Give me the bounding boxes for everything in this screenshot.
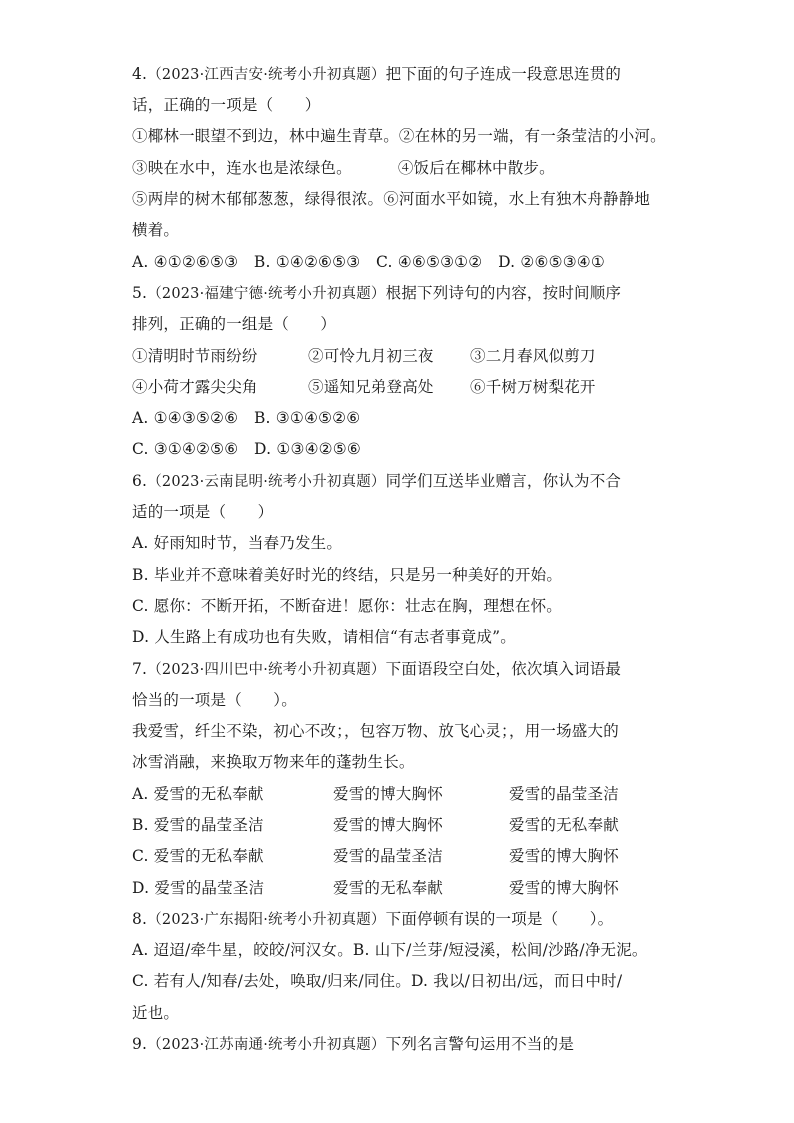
- q7-row-c-col1: C. 爱雪的无私奉献: [132, 847, 264, 865]
- q6-option-b: B. 毕业并不意味着美好时光的终结，只是另一种美好的开始。: [132, 566, 563, 584]
- q7-option-row-a: [132, 784, 619, 804]
- q6-stem-part1: 同学们互送毕业赠言，你认为不合: [385, 472, 622, 490]
- q6-option-c: C. 愿你：不断开拓，不断奋进！愿你：壮志在胸，理想在怀。: [132, 597, 562, 615]
- q4-sentence-4: ④饭后在椰林中散步。: [397, 159, 555, 177]
- q7-row-c-col2: 爱雪的晶莹圣洁: [333, 847, 443, 865]
- q7-option-row-c: [132, 846, 619, 866]
- q5-source: （2023·福建宁德·统考小升初真题）: [147, 286, 386, 302]
- q6-source: （2023·云南昆明·统考小升初真题）: [147, 474, 386, 490]
- q7-passage-line2: 冰雪消融，来换取万物来年的蓬勃生长。: [132, 753, 415, 771]
- q7-stem-line2: 恰当的一项是（ ）。: [132, 691, 297, 709]
- q6-stem-line1: [132, 471, 621, 492]
- q5-option-a: A. ①④③⑤②⑥: [132, 409, 239, 427]
- q8-stem-part1: 下面停顿有误的一项是（ ）。: [385, 910, 614, 928]
- q6-option-d: D. 人生路上有成功也有失败，请相信“有志者事竟成”。: [132, 628, 516, 646]
- q4-source: （2023·江西吉安·统考小升初真题）: [147, 67, 386, 83]
- q7-option-row-d: [132, 878, 619, 898]
- q5-option-d: D. ①③④②⑤⑥: [254, 440, 361, 458]
- q7-row-b-col3: 爱雪的无私奉献: [509, 816, 619, 834]
- q6-option-a: A. 好雨知时节，当春乃发生。: [132, 534, 343, 552]
- q5-stem-line2: 排列，正确的一组是（ ）: [132, 315, 337, 333]
- q7-number: 7.: [132, 660, 148, 678]
- q9-stem-line1: [132, 1034, 574, 1055]
- q5-option-c: C. ③①④②⑤⑥: [132, 440, 239, 458]
- q4-sentences-5-6-cont: 横着。: [132, 221, 180, 239]
- q5-options-row1: [132, 408, 360, 428]
- q7-source: （2023·四川巴中·统考小升初真题）: [147, 662, 386, 678]
- q7-stem-part1: 下面语段空白处，依次填入词语最: [385, 660, 622, 678]
- q5-poem-6: ⑥千树万树梨花开: [470, 378, 596, 396]
- q5-poem-4: ④小荷才露尖尖角: [132, 378, 258, 396]
- q7-row-d-col2: 爱雪的无私奉献: [333, 879, 443, 897]
- q4-sentences-1-2: ①椰林一眼望不到边，林中遍生青草。②在林的另一端，有一条莹洁的小河。: [132, 127, 666, 145]
- q4-stem-line2: 话，正确的一项是（ ）: [132, 96, 321, 114]
- q8-options-line1: A. 迢迢/牵牛星，皎皎/河汉女。B. 山下/兰芽/短浸溪，松间/沙路/净无泥。: [132, 941, 648, 959]
- q5-number: 5.: [132, 284, 148, 302]
- q7-stem-line1: [132, 659, 621, 680]
- q4-stem-line1: [132, 64, 621, 85]
- q7-row-a-col3: 爱雪的晶莹圣洁: [509, 785, 619, 803]
- q5-poems-row2: [132, 377, 596, 397]
- q5-stem-line1: [132, 283, 621, 304]
- q7-row-a-col1: A. 爱雪的无私奉献: [132, 785, 264, 803]
- q7-row-d-col1: D. 爱雪的晶莹圣洁: [132, 879, 265, 897]
- q7-row-d-col3: 爱雪的博大胸怀: [509, 879, 619, 897]
- q7-row-b-col1: B. 爱雪的晶莹圣洁: [132, 816, 264, 834]
- q4-sentences-3-4: [132, 158, 555, 178]
- q5-stem-part1: 根据下列诗句的内容，按时间顺序: [385, 284, 622, 302]
- q7-row-c-col3: 爱雪的博大胸怀: [509, 847, 619, 865]
- q7-row-b-col2: 爱雪的博大胸怀: [333, 816, 443, 834]
- q6-stem-line2: 适的一项是（ ）: [132, 503, 274, 521]
- q8-options-line3: 近也。: [132, 1004, 180, 1022]
- q7-option-row-b: [132, 815, 619, 835]
- q7-row-a-col2: 爱雪的博大胸怀: [333, 785, 443, 803]
- q6-number: 6.: [132, 472, 148, 490]
- q9-source: （2023·江苏南通·统考小升初真题）: [147, 1037, 386, 1053]
- q5-poems-row1: [132, 346, 596, 366]
- q7-passage-line1: 我爱雪，纤尘不染，初心不改；，包容万物、放飞心灵；，用一场盛大的: [132, 722, 619, 740]
- q5-poem-1: ①清明时节雨纷纷: [132, 347, 258, 365]
- q9-number: 9.: [132, 1035, 148, 1053]
- q4-stem-part1: 把下面的句子连成一段意思连贯的: [385, 65, 622, 83]
- q5-options-row2: [132, 439, 361, 459]
- q4-sentences-5-6: ⑤两岸的树木郁郁葱葱，绿得很浓。⑥河面水平如镜，水上有独木舟静静地: [132, 190, 651, 208]
- q4-sentence-3: ③映在水中，连水也是浓绿色。: [132, 159, 352, 177]
- q4-options: A. ④①②⑥⑤③ B. ①④②⑥⑤③ C. ④⑥⑤③①② D. ②⑥⑤③④①: [132, 253, 605, 271]
- q8-source: （2023·广东揭阳·统考小升初真题）: [147, 912, 386, 928]
- q5-poem-5: ⑤遥知兄弟登高处: [308, 378, 434, 396]
- q8-number: 8.: [132, 910, 148, 928]
- q4-number: 4.: [132, 65, 148, 83]
- q8-stem-line1: [132, 909, 613, 930]
- q5-option-b: B. ③①④⑤②⑥: [253, 409, 361, 427]
- q9-stem-part1: 下列名言警句运用不当的是: [385, 1035, 575, 1053]
- q5-poem-2: ②可怜九月初三夜: [308, 347, 434, 365]
- q5-poem-3: ③二月春风似剪刀: [470, 347, 596, 365]
- q8-options-line2: C. 若有人/知春/去处，唤取/归来/同住。D. 我以/日初出/远，而日中时/: [132, 972, 623, 990]
